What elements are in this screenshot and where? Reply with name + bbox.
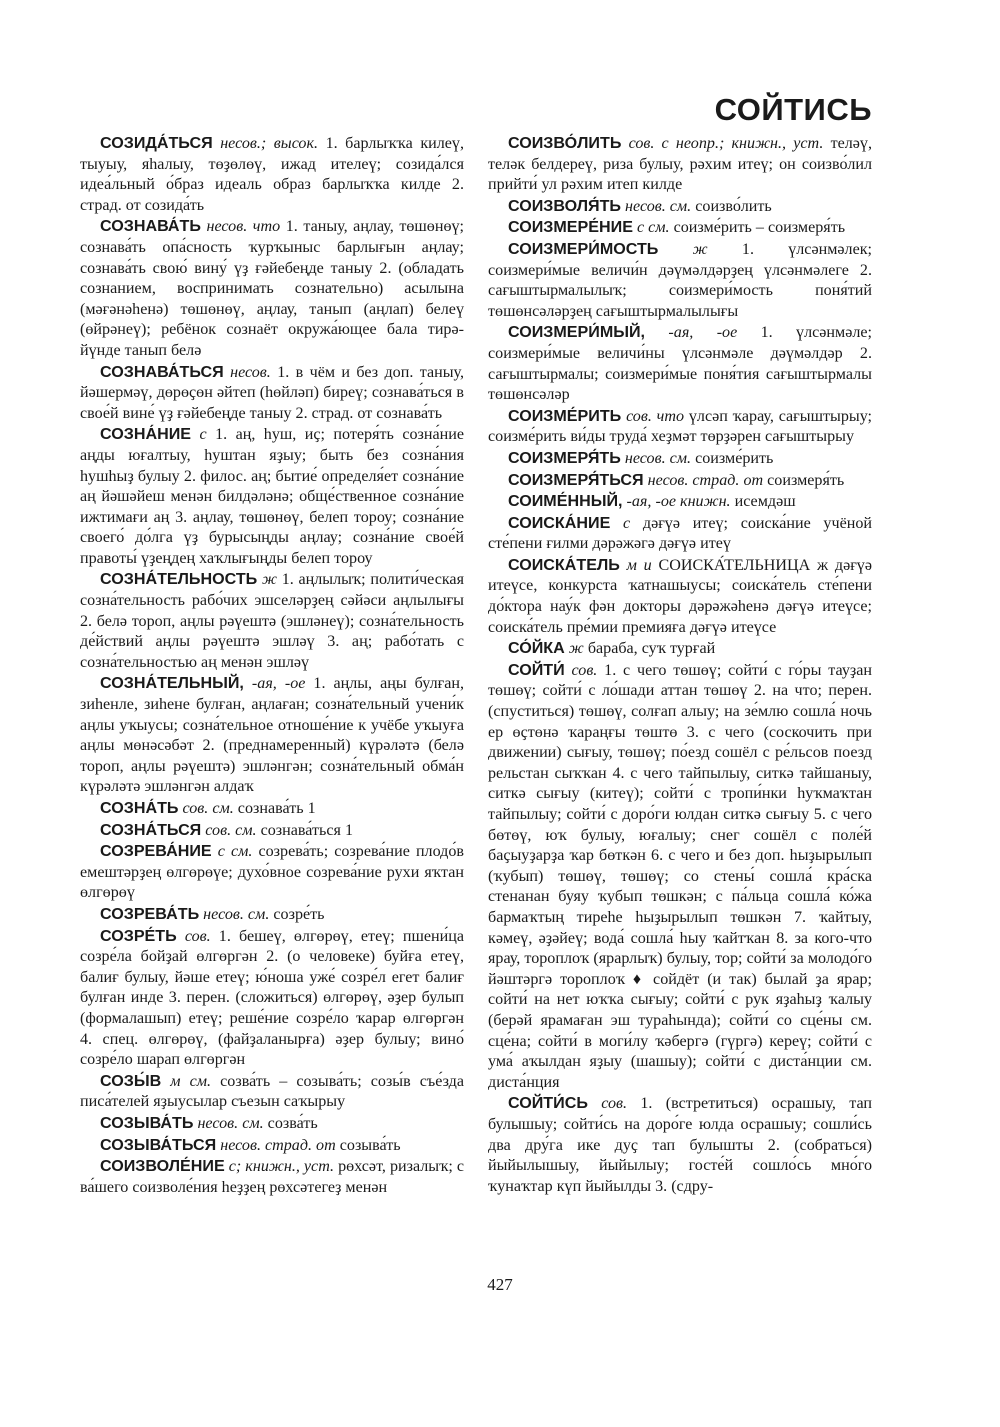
entry-headword: СОЗНАВА́ТЬСЯ <box>100 362 224 381</box>
entry-headword: СОЗИДА́ТЬСЯ <box>100 134 213 152</box>
dictionary-entry <box>488 470 872 492</box>
entry-headword: СОЗНА́НИЕ <box>100 425 191 444</box>
entry-headword: СОИЗМЕРЯ́ТЬ <box>508 448 621 467</box>
entry-grammar: -ая, -ое <box>251 675 306 693</box>
entry-definition: соизво́лить <box>695 197 772 215</box>
entry-definition: 1. аңлы, аңы булған, зиһенле, зиһене булған, аңлаған; созна́тельный учени́к аңлы уҡыусы; созна́тельное отноше́ние к учёбе уҡыуға аңлы мөнәсәбәт 2. (преднамеренный) күрәләтә (белә тороп, аңлы рәүештә) эшләнгән; созна́тельный обма́н күрәләтә эшләнгән алдаҡ <box>80 675 464 796</box>
entry-headword: СОЗРЕ́ТЬ <box>100 926 177 945</box>
dictionary-entry <box>80 798 464 820</box>
entry-grammar: несов. см. <box>625 197 692 215</box>
entry-definition: соизме́рить – соизмеря́ть <box>673 219 846 237</box>
dictionary-entry <box>80 362 464 425</box>
entry-grammar: сов. с неопр.; книжн., уст. <box>628 135 824 152</box>
entry-grammar: несов. что <box>206 218 281 236</box>
entry-definition: соизмеря́ть <box>767 471 845 489</box>
entry-headword: СОЗЫВА́ТЬ <box>100 1113 194 1132</box>
entry-grammar: с <box>623 514 631 532</box>
entry-headword: СОЗНА́ТЬСЯ <box>100 820 202 839</box>
dictionary-entry <box>80 424 464 569</box>
entry-headword: СОИСКА́НИЕ <box>508 513 611 532</box>
entry-grammar: несов. <box>230 363 271 381</box>
dictionary-entry <box>488 1093 872 1197</box>
entry-grammar: сов. <box>571 661 598 679</box>
entry-grammar: сов. что <box>626 407 685 425</box>
entry-headword: СОЙТИ́ <box>508 660 565 679</box>
entry-headword: СОЗРЕВА́ТЬ <box>100 904 200 923</box>
dictionary-entry <box>488 217 872 239</box>
entry-definition: соизме́рить <box>695 449 774 467</box>
entry-headword: СОИЗМЕ́РИТЬ <box>508 406 622 425</box>
dictionary-entry <box>80 926 464 1071</box>
entry-headword: СОИЗМЕРИ́МОСТЬ <box>508 239 659 258</box>
entry-definition: үлсәп ҡарау, сағыштырыу; соизме́рить ви́ды труда́ хеҙмәт төрҙәрен сағыштырыу <box>488 407 873 446</box>
entry-definition: 1. аңлылыҡ; полити́ческая созна́тельность рабо́чих эшселәрҙең сәйәси аңлылығы 2. белә тороп, аңлы рәүештә (эшләнеү); созна́тельность де́йствий аңлы рәүештә эшләү 3. аң; рабо́тать с созна́тельностью аң менән эшләү <box>80 571 464 671</box>
dictionary-entry <box>488 638 872 660</box>
entry-headword: СО́ЙКА <box>508 639 565 658</box>
entry-grammar: м и <box>626 556 652 574</box>
running-head: СОЙТИСЬ <box>714 92 872 127</box>
right-column <box>488 133 872 1197</box>
entry-headword: СОЗЫ́В <box>100 1071 162 1090</box>
entry-definition: 1. таныу, аңлау, төшөнөү; сознава́ть опа́сность ҡурҡыныс барлығын аңлау; сознава́ть свою́ вину́ үҙ ғәйебеңде таныу 2. (обладать сознанием, воспринимать сознательно) асылына (мәғәнәһенә) төшөнөү, аңлау, танып (аңлап) белеү (өйрәнеү); ребёнок сознаёт окружа́ющее бала тирә-йүнде танып белә <box>80 218 465 359</box>
dictionary-entry <box>80 1113 464 1135</box>
entry-definition: рөхсәт, ризалыҡ; с ва́шего соизволе́ния һеҙҙең рөхсәтегеҙ менән <box>80 1158 465 1196</box>
entry-headword: СОЗРЕВА́НИЕ <box>100 842 212 861</box>
entry-grammar: несов. страд. от <box>220 1136 336 1154</box>
entry-headword: СОЙТИ́СЬ <box>508 1094 588 1113</box>
dictionary-entry <box>80 820 464 842</box>
entry-headword: СОЗНА́ТЕЛЬНОСТЬ <box>100 570 258 589</box>
entry-definition: созва́ть <box>267 1114 318 1132</box>
entry-definition: 1. аң, һуш, иҫ; потеря́ть созна́ние аңды юғалтыу, һуштан яҙыу; быть без созна́ния һушһыҙ булыу 2. филос. аң; бытие́ определя́ет созна́ние аң йәшәйеш менән билдәләнә; обще́ственное созна́ние ижтимағи аң 3. аңлау, төшөнөү, белеп тороу; созна́ние своего́ до́лга үҙ бурысыңды аңлау; созна́ние свое́й правоты́ үҙеңдең хаҡлығыңды белеп тороу <box>80 426 464 567</box>
entry-grammar: ж <box>261 571 277 589</box>
dictionary-entry <box>488 239 872 322</box>
page-number: 427 <box>487 1275 513 1294</box>
entry-grammar: сов. <box>601 1095 628 1113</box>
dictionary-entry <box>80 904 464 926</box>
entry-definition: СОИСКА́ТЕЛЬНИЦА ж дәғүә итеүсе, конкурста ҡатнашыусы; соиска́тель сте́пени до́ктора нау́к фән докторы дәрәжәһенә дәғүә итеүсе; соиска́тель пре́мии премияға дәғүә итеүсе <box>488 556 873 636</box>
dictionary-entry <box>488 491 872 513</box>
entry-definition: исемдәш <box>734 493 796 511</box>
entry-grammar: м см. <box>170 1072 212 1090</box>
entry-grammar: несов.; высок. <box>220 135 319 152</box>
entry-definition: сознава́ться 1 <box>260 821 353 839</box>
entry-definition: 1. в чём и без доп. таныу, йәшермәү, дөрөҫөн әйтеп (һөйләп) биреү; сознава́ться в свое́й вине́ үҙ ғәйебеңде таныу 2. страд. от сознава́ть <box>80 363 464 422</box>
entry-grammar: сов. см. <box>182 800 234 817</box>
dictionary-entry <box>488 133 872 196</box>
entry-definition: 1. (встретиться) осрашыу, тап булышыу; сойти́сь на доро́ге юлда осрашыу; сошли́сь два дру́га ике дуҫ тап булышты 2. (собраться) йыйылышыу, йыйылыу; госте́й сошло́сь мно́го ҡунаҡтар күп йыйылды 3. (сдру- <box>488 1095 872 1195</box>
dictionary-entry <box>80 216 464 361</box>
entry-grammar: несов. см. <box>197 1114 264 1132</box>
entry-grammar: с; книжн., уст. <box>228 1158 335 1176</box>
dictionary-entry <box>80 1071 464 1113</box>
dictionary-entry <box>488 322 872 405</box>
entry-grammar: несов. см. <box>203 905 270 923</box>
entry-headword: СОЗНАВА́ТЬ <box>100 217 201 236</box>
dictionary-entry <box>488 196 872 218</box>
entry-definition: дәғүә итеү; соиска́ние учёной сте́пени ғилми дәрәжәгә дәғүә итеү <box>488 514 872 553</box>
entry-headword: СОИЗМЕРИ́МЫЙ, <box>508 323 646 342</box>
entry-headword: СОИМЕ́ННЫЙ, <box>508 492 623 511</box>
entry-grammar: сов. <box>184 927 211 945</box>
entry-definition: созва́ть – созыва́ть; созы́в съе́зда писа́телей яҙыусылар съезын саҡырыу <box>80 1072 464 1111</box>
dictionary-entry <box>80 673 464 798</box>
entry-grammar: ж <box>568 640 584 658</box>
dictionary-entry <box>80 841 464 904</box>
entry-definition: 1. барлыҡҡа килеү, тыуыу, яһалыу, төҙөлөү, ижад ителеү; созида́лся идеа́льный о́браз идеаль образ барлыҡҡа килде 2. страд. от созида́ть <box>80 135 464 214</box>
dictionary-entry <box>80 1156 464 1198</box>
dictionary-entry <box>80 133 464 216</box>
entry-definition: 1. үлсәнмәлек; соизмери́мые величи́н дәүмәлдәрҙең үлсәнмәлеге 2. сағыштырмалылыҡ; соизмери́мость поня́тий төшөнсәләрҙең сағыштырмалылығы <box>488 240 872 320</box>
left-column <box>80 133 464 1198</box>
dictionary-entry <box>488 555 872 638</box>
dictionary-entry <box>488 513 872 555</box>
entry-headword: СОЗНА́ТЕЛЬНЫЙ, <box>100 674 244 693</box>
dictionary-entry <box>488 406 872 448</box>
entry-definition: бараба, суҡ турғай <box>587 640 716 658</box>
entry-definition: 1. с чего төшөү; сойти́ с го́ры тауҙан төшөү; сойти́ с ло́шади аттан төшөү 2. на что; перен. (спуститься) төшөү, солғап алыу; на зе́млю сошла́ ночь ер өҫтөнә ҡараңғы төштө 3. с чего (соскочить при движении) сығыу, төшөү; по́езд сошёл с ре́льсов поезд рельстан сыҡҡан 4. с чего тайпылыу, ситкә тайшаныу, ситкә сығыу (китеү); сойти́ с тропи́нки һуҡмаҡтан тайпылыу; сойти́ с доро́ги юлдан ситкә сығыу 5. с чего бөтөү, юҡ булыу, юғалыу; снег сошёл с поле́й баҫыуҙарҙа ҡар бөткән 6. с чего и без доп. һыҙырылып (ҡубып) төшөү, төшөү; со стены́ сошла́ кра́ска стенанан буяу ҡубып төшкән; с па́льца сошла́ ко́жа бармаҡтың тиреһе һыҙырылып төшкән 7. ҡайтыу, кәмеү, әҙәйеү; вода́ сошла́ һыу ҡайтҡан 8. за кого-что ярау, тороплоҡ (ярарлыҡ) булыу, тор; сойти́ за молодо́го йәштәргә тороплоҡ ♦ сойдёт (и так) былай ҙа ярар; сойти́ на нет юҡҡа сығыу; сойти́ с рук яҙаһыҙ ҡалыу (берәй ярамаған эш тураһында); сойти́ со сце́ны см. сце́на; сойти́ в моги́лу ҡәбергә (гүргә) кереү; сойти́ с ума́ аҡылдан яҙыу (шашыу); сойти́ с диста́нции см. диста́нция <box>488 661 872 1091</box>
entry-definition: теләү, теләк белдереү, риза булыу, рәхим итеү; он соизво́лил прийти́ ул рәхим итеп килде <box>488 135 872 194</box>
entry-headword: СОИЗМЕРЯ́ТЬСЯ <box>508 470 644 489</box>
entry-definition: 1. үлсәнмәле; соизмери́мые величи́ны үлсәнмәле дәүмәлдәр 2. сағыштырмалы; соизмери́мые поня́тия сағыштырмалы төшөнсәләр <box>488 324 873 404</box>
entry-grammar: с <box>199 426 207 444</box>
entry-headword: СОИЗМЕРЕ́НИЕ <box>508 218 633 237</box>
entry-headword: СОИЗВО́ЛИТЬ <box>508 134 622 152</box>
dictionary-entry <box>80 569 464 673</box>
entry-definition: сознава́ть 1 <box>237 800 316 817</box>
entry-definition: созрева́ть; созрева́ние плодо́в емештәрҙең өлгөрөүе; духо́вное созрева́ние рухи яҡтан өлгөрөү <box>80 843 465 902</box>
entry-grammar: с см. <box>217 843 253 861</box>
dictionary-entry <box>80 1135 464 1157</box>
entry-grammar: -ая, -ое книжн. <box>626 493 731 511</box>
entry-headword: СОИЗВОЛЯ́ТЬ <box>508 196 621 215</box>
entry-headword: СОИСКА́ТЕЛЬ <box>508 555 620 574</box>
entry-grammar: несов. страд. от <box>647 471 764 489</box>
entry-headword: СОЗЫВА́ТЬСЯ <box>100 1135 217 1154</box>
dictionary-entry <box>488 448 872 470</box>
entry-definition: 1. бешеү, өлгөрөү, етеү; пшени́ца созре́ла бойҙай өлгөргән 2. (о человеке) буйға етеү, балиғ булыу, йәше етеү; ю́ноша уже́ созре́л егет балиғ булған инде 3. перен. (сложиться) өлгөрөү, әҙер булып (формалашып) етеү; реше́ние созре́ло ҡарар өлгөргән 4. спец. өлгөрөү, (файҙаланырға) әҙер булыу; вино́ созре́ло шарап өлгөргән <box>80 927 464 1069</box>
entry-headword: СОЗНА́ТЬ <box>100 799 179 817</box>
entry-grammar: с см. <box>636 219 670 237</box>
entry-grammar: несов. см. <box>624 449 692 467</box>
entry-definition: созре́ть <box>273 905 325 923</box>
entry-headword: СОИЗВОЛЕ́НИЕ <box>100 1157 225 1176</box>
entry-grammar: -ая, -ое <box>668 324 738 342</box>
dictionary-entry <box>488 660 872 1093</box>
entry-grammar: сов. см. <box>205 821 257 839</box>
entry-grammar: ж <box>692 240 708 258</box>
entry-definition: созыва́ть <box>339 1136 401 1154</box>
